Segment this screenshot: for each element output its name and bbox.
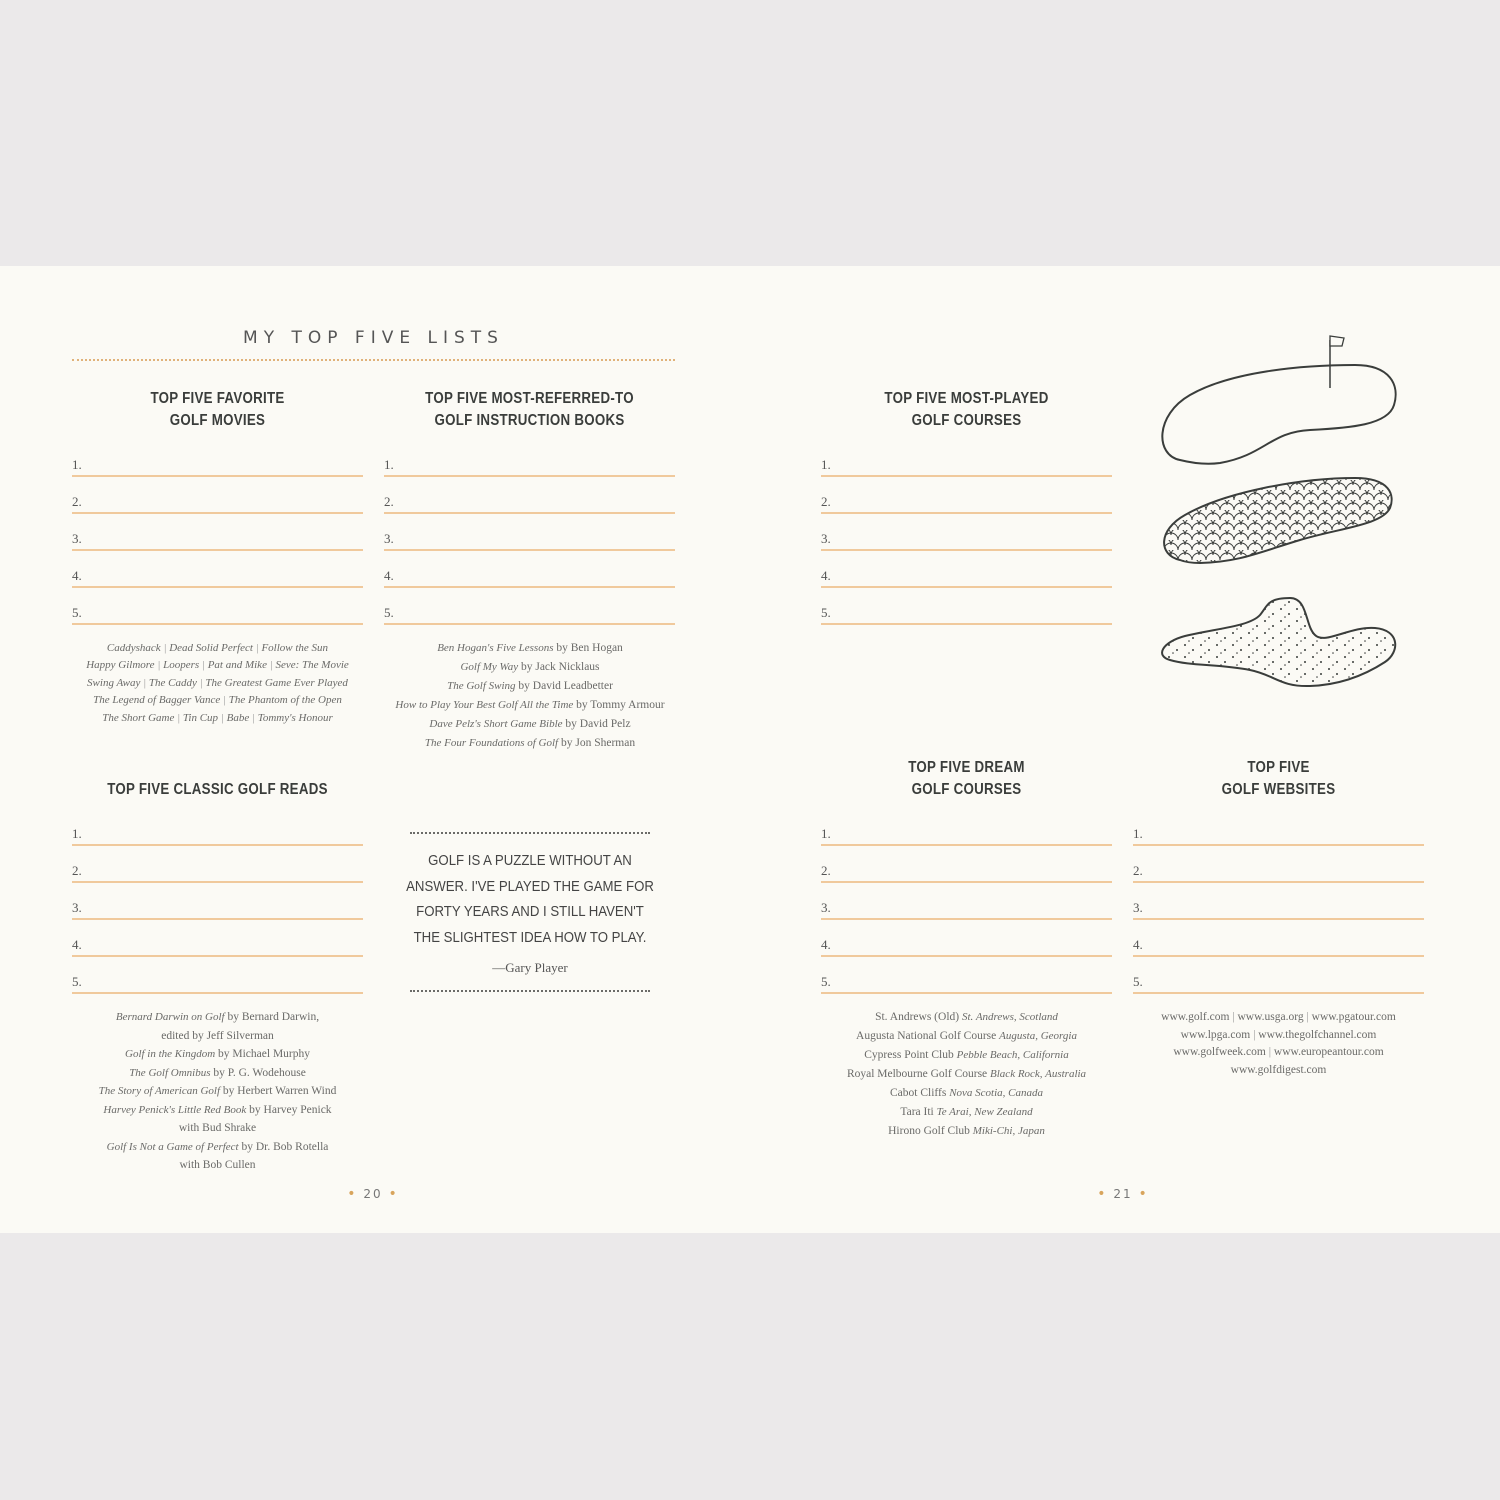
- dream-blank-line[interactable]: [821, 818, 1112, 846]
- blank-number: 3.: [72, 531, 82, 546]
- movie-suggestion-row: [60, 640, 375, 657]
- dream-blank-line[interactable]: [821, 929, 1112, 957]
- blank-number: 4.: [1133, 937, 1143, 952]
- movies-blank-line[interactable]: [72, 597, 363, 625]
- course-name: St. Andrews (Old): [875, 1011, 960, 1023]
- bullet-icon: •: [1138, 1186, 1149, 1202]
- separator: |: [1265, 1046, 1274, 1058]
- course-name: Royal Melbourne Golf Course: [846, 1068, 988, 1080]
- book-author: by Michael Murphy: [218, 1048, 310, 1060]
- golf-course-illustrations: [1150, 330, 1410, 700]
- website-url: www.thegolfchannel.com: [1258, 1028, 1377, 1041]
- played-blank-line[interactable]: [821, 523, 1112, 551]
- blank-number: 5.: [821, 974, 831, 989]
- reads-blank-line[interactable]: [72, 966, 363, 994]
- blank-number: 5.: [72, 605, 82, 620]
- website-url: www.usga.org: [1237, 1011, 1304, 1023]
- blank-number: 1.: [821, 457, 831, 472]
- websites-blank-line[interactable]: [1133, 892, 1424, 920]
- separator: |: [160, 642, 170, 654]
- book-author: by Tommy Armour: [576, 699, 665, 711]
- book-title: How to Play Your Best Golf All the Time: [395, 699, 574, 711]
- course-name: Tara Iti: [900, 1106, 934, 1118]
- book-title: Golf Is Not a Game of Perfect: [106, 1140, 239, 1153]
- book-suggestion: [60, 1045, 375, 1064]
- movie-title: Swing Away: [87, 676, 141, 689]
- blank-number: 4.: [384, 568, 394, 583]
- movies-blank-line[interactable]: [72, 486, 363, 514]
- separator: |: [154, 659, 164, 672]
- websites-blank-line[interactable]: [1133, 966, 1424, 994]
- blank-number: 2.: [72, 863, 82, 878]
- instruction-blank-line[interactable]: [384, 523, 675, 551]
- course-location: Te Arai, New Zealand: [936, 1106, 1033, 1118]
- movie-title: The Greatest Game Ever Played: [205, 676, 348, 689]
- websites-blank-line[interactable]: [1133, 929, 1424, 957]
- blank-number: 2.: [384, 494, 394, 509]
- instruction-heading: TOP FIVE MOST-REFERRED-TO GOLF INSTRUCTION BOOKS: [425, 390, 634, 429]
- book-author: by Jon Sherman: [561, 737, 636, 749]
- book-suggestion: [370, 734, 690, 753]
- separator: |: [1303, 1011, 1312, 1023]
- book-author: by P. G. Wodehouse: [213, 1066, 306, 1079]
- instruction-blank-line[interactable]: [384, 560, 675, 588]
- book-suggestion: [60, 1064, 375, 1083]
- separator: |: [220, 694, 229, 707]
- bullet-icon: •: [388, 1186, 399, 1202]
- book-title: The Story of American Golf: [98, 1085, 221, 1097]
- blank-number: 4.: [821, 568, 831, 583]
- blank-number: 1.: [384, 457, 394, 472]
- website-url: www.golfdigest.com: [1230, 1063, 1327, 1076]
- blank-number: 2.: [1133, 863, 1143, 878]
- played-heading: TOP FIVE MOST-PLAYED GOLF COURSES: [884, 390, 1049, 429]
- book-author: edited by Jeff Silverman: [161, 1029, 274, 1042]
- separator: |: [1250, 1028, 1259, 1041]
- played-blanks: [821, 449, 1112, 629]
- blank-number: 5.: [384, 605, 394, 620]
- movie-title: Pat and Mike: [207, 659, 267, 672]
- website-url: www.pgatour.com: [1311, 1011, 1396, 1023]
- website-url: www.lpga.com: [1180, 1028, 1251, 1041]
- blank-number: 2.: [821, 494, 831, 509]
- course-suggestion: [806, 1065, 1127, 1084]
- dream-blank-line[interactable]: [821, 892, 1112, 920]
- book-author: by David Pelz: [565, 718, 631, 730]
- book-title: The Four Foundations of Golf: [424, 737, 559, 749]
- movie-suggestion-row: [60, 657, 375, 674]
- movie-title: Tommy's Honour: [257, 711, 333, 724]
- movie-title: The Short Game: [102, 711, 175, 724]
- title-divider: [72, 359, 675, 361]
- website-row: [1118, 1009, 1439, 1027]
- movie-title: The Legend of Bagger Vance: [93, 694, 221, 707]
- blank-number: 5.: [821, 605, 831, 620]
- movie-title: The Caddy: [148, 676, 197, 689]
- separator: |: [218, 711, 227, 724]
- page-number-left: • 20 •: [347, 1186, 399, 1202]
- course-suggestion: [806, 1027, 1127, 1046]
- book-author: with Bob Cullen: [179, 1159, 256, 1171]
- movie-suggestion-row: [60, 710, 375, 727]
- movies-blank-line[interactable]: [72, 449, 363, 477]
- blank-number: 3.: [821, 900, 831, 915]
- websites-blanks: [1133, 818, 1424, 998]
- website-row: [1118, 1027, 1439, 1045]
- book-title: The Golf Swing: [447, 680, 516, 692]
- movie-title: Follow the Sun: [261, 642, 329, 654]
- book-suggestion: [60, 1082, 375, 1101]
- reads-blank-line[interactable]: [72, 892, 363, 920]
- reads-suggestions: [60, 1008, 375, 1175]
- bullet-icon: •: [1097, 1186, 1108, 1202]
- course-location: Augusta, Georgia: [999, 1030, 1077, 1042]
- book-author: by Bernard Darwin,: [227, 1011, 320, 1023]
- course-suggestion: [806, 1046, 1127, 1065]
- course-location: Black Rock, Australia: [990, 1068, 1087, 1080]
- book-author: by Harvey Penick: [249, 1103, 332, 1116]
- movie-title: Happy Gilmore: [86, 659, 155, 672]
- reads-blanks: [72, 818, 363, 998]
- course-suggestion: [806, 1103, 1127, 1122]
- movies-blanks: [72, 449, 363, 629]
- blank-number: 3.: [384, 531, 394, 546]
- book-title: Golf My Way: [460, 661, 519, 673]
- played-blank-line[interactable]: [821, 486, 1112, 514]
- book-suggestion: [370, 696, 690, 715]
- course-name: Cabot Cliffs: [889, 1087, 947, 1099]
- blank-number: 2.: [72, 494, 82, 509]
- movie-suggestion-row: [60, 675, 375, 692]
- blank-number: 4.: [72, 568, 82, 583]
- dream-blanks: [821, 818, 1112, 998]
- instruction-suggestions: [370, 639, 690, 753]
- book-suggestion: [60, 1027, 375, 1046]
- reads-blank-line[interactable]: [72, 818, 363, 846]
- book-suggestion: [370, 639, 690, 658]
- websites-heading: TOP FIVE GOLF WEBSITES: [1221, 759, 1336, 798]
- movie-title: Seve: The Movie: [275, 659, 349, 672]
- rough-fairway-icon: [1164, 478, 1392, 563]
- dream-suggestions: [806, 1008, 1127, 1141]
- blank-number: 2.: [821, 863, 831, 878]
- blank-number: 1.: [821, 826, 831, 841]
- separator: |: [1229, 1011, 1238, 1023]
- movie-title: The Phantom of the Open: [228, 694, 342, 707]
- book-title: Bernard Darwin on Golf: [115, 1011, 225, 1023]
- blank-number: 1.: [1133, 826, 1143, 841]
- course-location: Miki-Chi, Japan: [972, 1125, 1045, 1137]
- reads-blank-line[interactable]: [72, 855, 363, 883]
- blank-number: 1.: [72, 457, 82, 472]
- book-author: by Ben Hogan: [556, 642, 623, 654]
- sand-bunker-icon: [1162, 598, 1395, 686]
- book-suggestion: [370, 677, 690, 696]
- book-suggestion: [370, 715, 690, 734]
- separator: |: [252, 642, 262, 654]
- instruction-blank-line[interactable]: [384, 486, 675, 514]
- course-location: St. Andrews, Scotland: [961, 1011, 1058, 1023]
- page-number-right: • 21 •: [1097, 1186, 1149, 1202]
- separator: |: [174, 711, 183, 724]
- separator: |: [140, 676, 149, 689]
- played-blank-line[interactable]: [821, 597, 1112, 625]
- book-author: by David Leadbetter: [518, 680, 613, 692]
- instruction-blank-line[interactable]: [384, 449, 675, 477]
- quote-top-rule: [410, 832, 650, 834]
- book-title: Golf in the Kingdom: [125, 1048, 216, 1060]
- separator: |: [266, 659, 276, 672]
- blank-number: 5.: [72, 974, 82, 989]
- book-suggestion: [60, 1008, 375, 1027]
- book-author: by Jack Nicklaus: [520, 661, 600, 673]
- bullet-icon: •: [347, 1186, 358, 1202]
- movies-blank-line[interactable]: [72, 560, 363, 588]
- book-title: The Golf Omnibus: [129, 1066, 211, 1079]
- movie-title: Tin Cup: [182, 711, 219, 724]
- course-suggestion: [806, 1122, 1127, 1141]
- book-author: with Bud Shrake: [178, 1122, 257, 1134]
- separator: |: [249, 711, 258, 724]
- instruction-blank-line[interactable]: [384, 597, 675, 625]
- book-suggestion: [60, 1138, 375, 1157]
- movies-blank-line[interactable]: [72, 523, 363, 551]
- separator: |: [199, 659, 208, 672]
- course-suggestion: [806, 1008, 1127, 1027]
- instruction-blanks: [384, 449, 675, 629]
- book-suggestion: [370, 658, 690, 677]
- course-suggestion: [806, 1084, 1127, 1103]
- blank-number: 4.: [821, 937, 831, 952]
- course-name: Hirono Golf Club: [888, 1125, 970, 1137]
- course-location: Nova Scotia, Canada: [949, 1087, 1044, 1099]
- book-title: Harvey Penick's Little Red Book: [103, 1103, 247, 1116]
- quote-bottom-rule: [410, 990, 650, 992]
- course-name: Augusta National Golf Course: [856, 1030, 997, 1042]
- blank-number: 5.: [1133, 974, 1143, 989]
- movie-title: Babe: [226, 711, 250, 724]
- dream-blank-line[interactable]: [821, 966, 1112, 994]
- dream-heading: TOP FIVE DREAM GOLF COURSES: [908, 759, 1025, 798]
- course-location: Pebble Beach, California: [956, 1049, 1069, 1061]
- movies-heading: TOP FIVE FAVORITE GOLF MOVIES: [150, 390, 285, 429]
- blank-number: 4.: [72, 937, 82, 952]
- putting-green-icon: [1162, 365, 1395, 464]
- course-name: Cypress Point Club: [864, 1049, 954, 1061]
- book-suggestion: [60, 1119, 375, 1138]
- played-blank-line[interactable]: [821, 449, 1112, 477]
- blank-number: 3.: [72, 900, 82, 915]
- websites-blank-line[interactable]: [1133, 818, 1424, 846]
- movie-title: Caddyshack: [106, 642, 161, 654]
- websites-suggestions: [1118, 1009, 1439, 1079]
- book-suggestion: [60, 1101, 375, 1120]
- book-suggestion: [60, 1156, 375, 1175]
- movie-title: Loopers: [163, 659, 200, 672]
- book-title: Ben Hogan's Five Lessons: [437, 642, 554, 654]
- websites-blank-line[interactable]: [1133, 855, 1424, 883]
- blank-number: 1.: [72, 826, 82, 841]
- dream-blank-line[interactable]: [821, 855, 1112, 883]
- website-row: [1118, 1062, 1439, 1080]
- book-author: by Dr. Bob Rotella: [241, 1140, 329, 1153]
- blank-number: 3.: [821, 531, 831, 546]
- website-url: www.europeantour.com: [1273, 1046, 1384, 1058]
- blank-number: 3.: [1133, 900, 1143, 915]
- page-title: MY TOP FIVE LISTS: [243, 328, 504, 348]
- movies-suggestions: [60, 640, 375, 727]
- movie-title: Dead Solid Perfect: [169, 642, 253, 654]
- website-url: www.golf.com: [1161, 1011, 1230, 1023]
- book-title: Dave Pelz's Short Game Bible: [429, 718, 563, 730]
- website-url: www.golfweek.com: [1173, 1046, 1266, 1058]
- reads-heading: TOP FIVE CLASSIC GOLF READS: [107, 781, 328, 798]
- movie-suggestion-row: [60, 692, 375, 709]
- played-blank-line[interactable]: [821, 560, 1112, 588]
- reads-blank-line[interactable]: [72, 929, 363, 957]
- separator: |: [196, 676, 206, 689]
- quote-text: GOLF IS A PUZZLE WITHOUT AN ANSWER. I'VE PLAYED THE GAME FOR FORTY YEARS AND I STILL HAVEN'T THE SLIGHTEST IDEA HOW TO PLAY.: [406, 852, 654, 946]
- website-row: [1118, 1044, 1439, 1062]
- book-author: by Herbert Warren Wind: [222, 1085, 337, 1097]
- quote-attribution: —Gary Player: [492, 960, 568, 975]
